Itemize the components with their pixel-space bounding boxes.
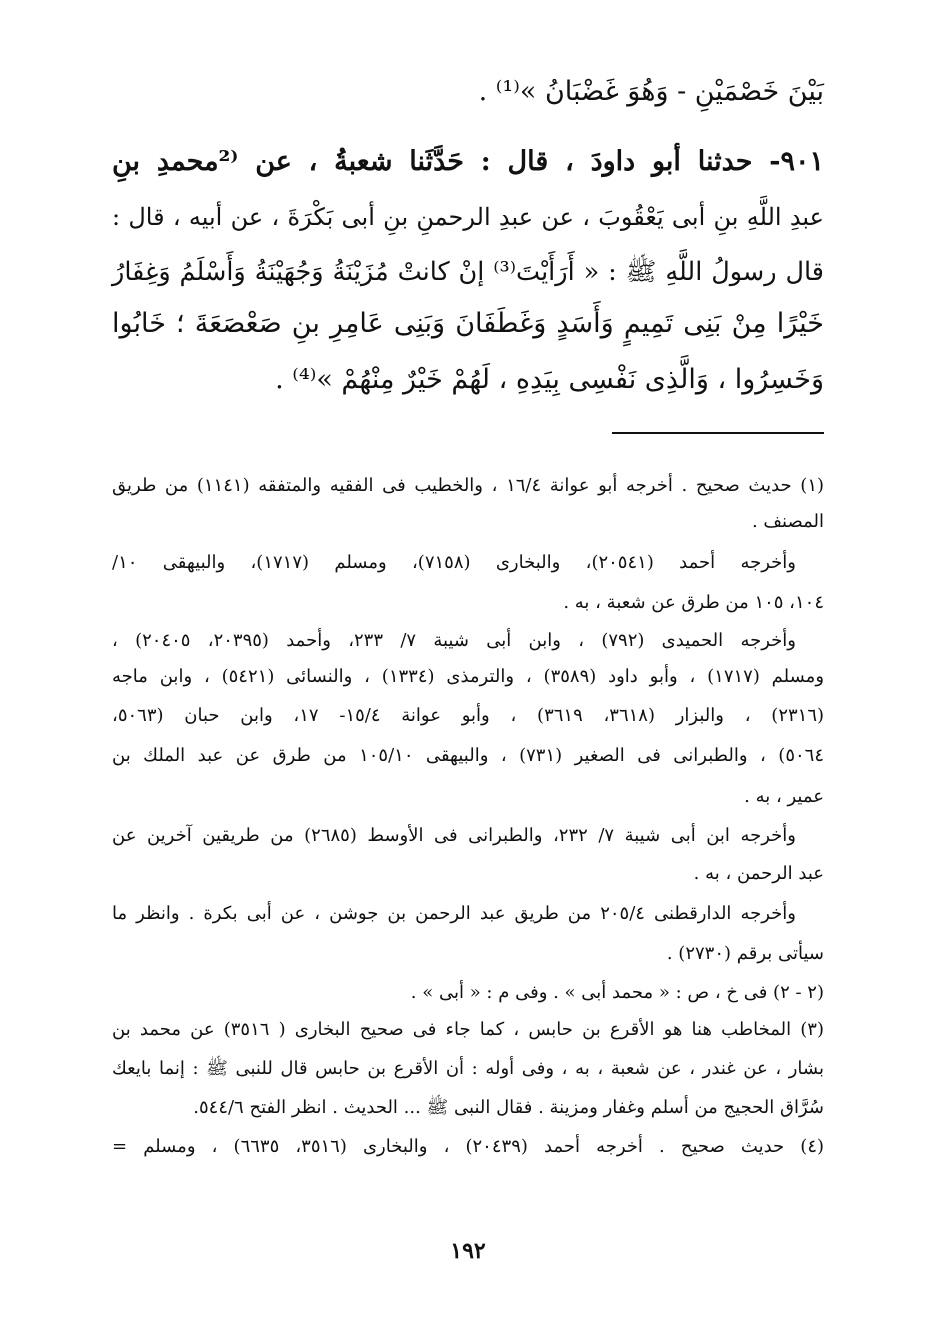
footnote-1-line-5: وأخرجه الحميدى (٧٩٢) ، وابن أبى شيبة ٧/ ٢٣٣، وأحمد (٢٠٣٩٥، ٢٠٤٠٥) ،	[112, 630, 796, 651]
footnote-1-line-11: عبد الرحمن ، به .	[693, 863, 824, 884]
main-line-4: قال رسولُ اللَّهِ ﷺ : « أَرَأَيْتَ⁽³⁾ إنْ كانتْ مُزَيْنَةُ وَجُهَيْنَةُ وَأَسْلَمُ وَغِفَارُ	[112, 257, 824, 287]
footnote-3-line-1: (٣) المخاطب هنا هو الأقرع بن حابس ، كما جاء فى صحيح البخارى ( ٣٥١٦) عن محمد بن	[112, 1019, 824, 1040]
main-line-6: وَخَسِرُوا ، وَالَّذِى نَفْسِى بِيَدِهِ ، لَهُمْ خَيْرٌ مِنْهُمْ »⁽⁴⁾ .	[275, 364, 824, 395]
main-line-1: بَيْنَ خَصْمَيْنِ - وَهُوَ غَضْبَانُ »⁽¹⁾ .	[478, 76, 824, 107]
footnote-1-line-8: ٥٠٦٤) ، والطبرانى فى الصغير (٧٣١) ، والبيهقى ١٠٥/١٠ من طرق عن عبد الملك بن	[112, 745, 824, 766]
footnote-4-line-1: (٤) حديث صحيح . أخرجه أحمد (٢٠٤٣٩) ، والبخارى (٣٥١٦، ٦٦٣٥) ، ومسلم =	[112, 1136, 825, 1157]
footnote-1-line-13: سيأتى برقم (٢٧٣٠) .	[666, 943, 824, 964]
footnote-3-line-2: بشار ، عن غندر ، عن شعبة ، به ، وفى أوله : أن الأقرع بن حابس قال للنبى ﷺ : إنما بايعك	[112, 1058, 824, 1079]
footnote-1-line-4: ١٠٤، ١٠٥ من طرق عن شعبة ، به .	[563, 592, 824, 613]
main-line-3: عبدِ اللَّهِ بنِ أبى يَعْقُوبَ ، عن عبدِ الرحمنِ بنِ أبى بَكْرَةَ ، عن أبيه ، قال :	[112, 203, 824, 231]
footnote-1-line-7: (٢٣١٦) ، والبزار (٣٦١٨، ٣٦١٩) ، وأبو عوانة ١٥/٤- ١٧، وابن حبان (٥٠٦٣،	[112, 705, 825, 726]
hadith-901-heading-line: ٩٠١- حدثنا أبو داودَ ، قال : حَدَّثَنا شعبةُ ، عن ⁽²محمدِ بنِ	[112, 146, 824, 177]
footnote-1-line-12: وأخرجه الدارقطنى ٢٠٥/٤ من طريق عبد الرحمن بن جوشن ، عن أبى بكرة . وانظر ما	[112, 903, 796, 924]
footnote-1-line-9: عمير ، به .	[744, 786, 824, 807]
footnote-1-line-6: ومسلم (١٧١٧) ، وأبو داود (٣٥٨٩) ، والترمذى (١٣٣٤) ، والنسائى (٥٤٢١) ، وابن ماجه	[112, 666, 825, 687]
footnote-separator	[612, 432, 824, 434]
footnote-1-line-10: وأخرجه ابن أبى شيبة ٧/ ٢٣٢، والطبرانى فى الأوسط (٢٦٨٥) من طريقين آخرين عن	[112, 825, 796, 846]
footnote-1-line-2: المصنف .	[751, 511, 824, 532]
footnote-2: (٢ - ٢) فى خ ، ص : « محمد أبى » . وفى م : « أبى » .	[410, 982, 824, 1003]
footnote-1-line-3: وأخرجه أحمد (٢٠٥٤١)، والبخارى (٧١٥٨)، ومسلم (١٧١٧)، والبيهقى ١٠/	[112, 552, 796, 573]
main-line-5: خَيْرًا مِنْ بَنِى تَمِيمٍ وَأَسَدٍ وَغَطَفَانَ وَبَنِى عَامِرِ بنِ صَعْصَعَةَ ؛ خَابُوا	[112, 308, 824, 339]
footnote-3-line-3: سُرَّاق الحجيج من أسلم وغفار ومزينة . فقال النبى ﷺ ... الحديث . انظر الفتح ٥٤٤/٦.	[193, 1097, 824, 1118]
page-number: ١٩٢	[450, 1238, 486, 1264]
footnote-1-line-1: (١) حديث صحيح . أخرجه أبو عوانة ١٦/٤ ، والخطيب فى الفقيه والمتفقه (١١٤١) من طريق	[112, 475, 825, 496]
